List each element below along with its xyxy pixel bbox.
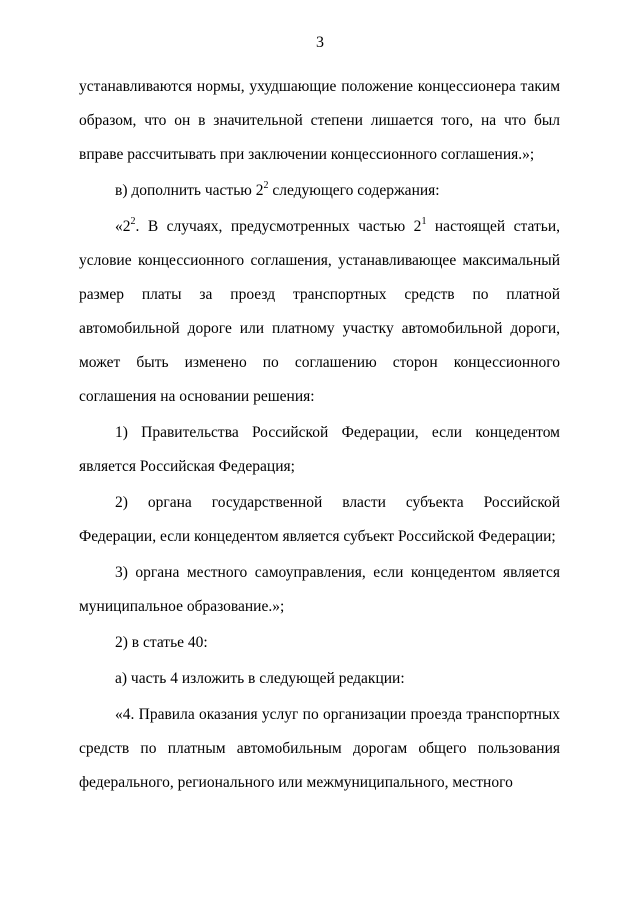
paragraph-p3 <box>79 210 560 414</box>
superscript: 2 <box>263 179 269 191</box>
text-run: а) часть 4 изложить в следующей редакции: <box>115 670 405 687</box>
text-run: 3) органа местного самоуправления, если концедентом является муниципальное образование.»; <box>79 564 560 615</box>
text-run: 1) Правительства Российской Федерации, если концедентом является Российская Федерация; <box>79 424 560 475</box>
text-run: . В случаях, предусмотренных частью 2 <box>135 218 422 235</box>
paragraph-p8 <box>79 662 560 696</box>
page-number: 3 <box>316 34 324 51</box>
text-run: в) дополнить частью 2 <box>115 182 264 199</box>
text-run: «4. Правила оказания услуг по организации проезда транспортных средств по платным автомобильным дорогам общего пользования федерального, регионального или межмуниципального, местного <box>79 706 560 791</box>
paragraph-p2 <box>79 174 560 208</box>
paragraph-p9 <box>79 698 560 800</box>
paragraph-p5 <box>79 486 560 554</box>
paragraph-p7 <box>79 626 560 660</box>
paragraph-p6 <box>79 556 560 624</box>
superscript: 2 <box>130 215 136 227</box>
text-run: «2 <box>115 218 131 235</box>
paragraph-p4 <box>79 416 560 484</box>
text-run: 2) органа государственной власти субъекта Российской Федерации, если концедентом является субъект Российской Федерации; <box>79 494 560 545</box>
text-run: настоящей статьи, условие концессионного соглашения, устанавливающее максимальный размер платы за проезд транспортных средств по платной автомобильной дороге или платному участку автомобильной дороги, может быть изменено по соглашению сторон концессионного соглашения на основании решения: <box>79 218 560 405</box>
text-run: следующего содержания: <box>268 182 440 199</box>
text-run: 2) в статье 40: <box>115 634 208 651</box>
document-body <box>79 70 560 800</box>
superscript: 1 <box>421 215 427 227</box>
paragraph-p1 <box>79 70 560 172</box>
text-run: устанавливаются нормы, ухудшающие положение концессионера таким образом, что он в значительной степени лишается того, на что был вправе рассчитывать при заключении концессионного соглашения.»; <box>79 78 560 163</box>
